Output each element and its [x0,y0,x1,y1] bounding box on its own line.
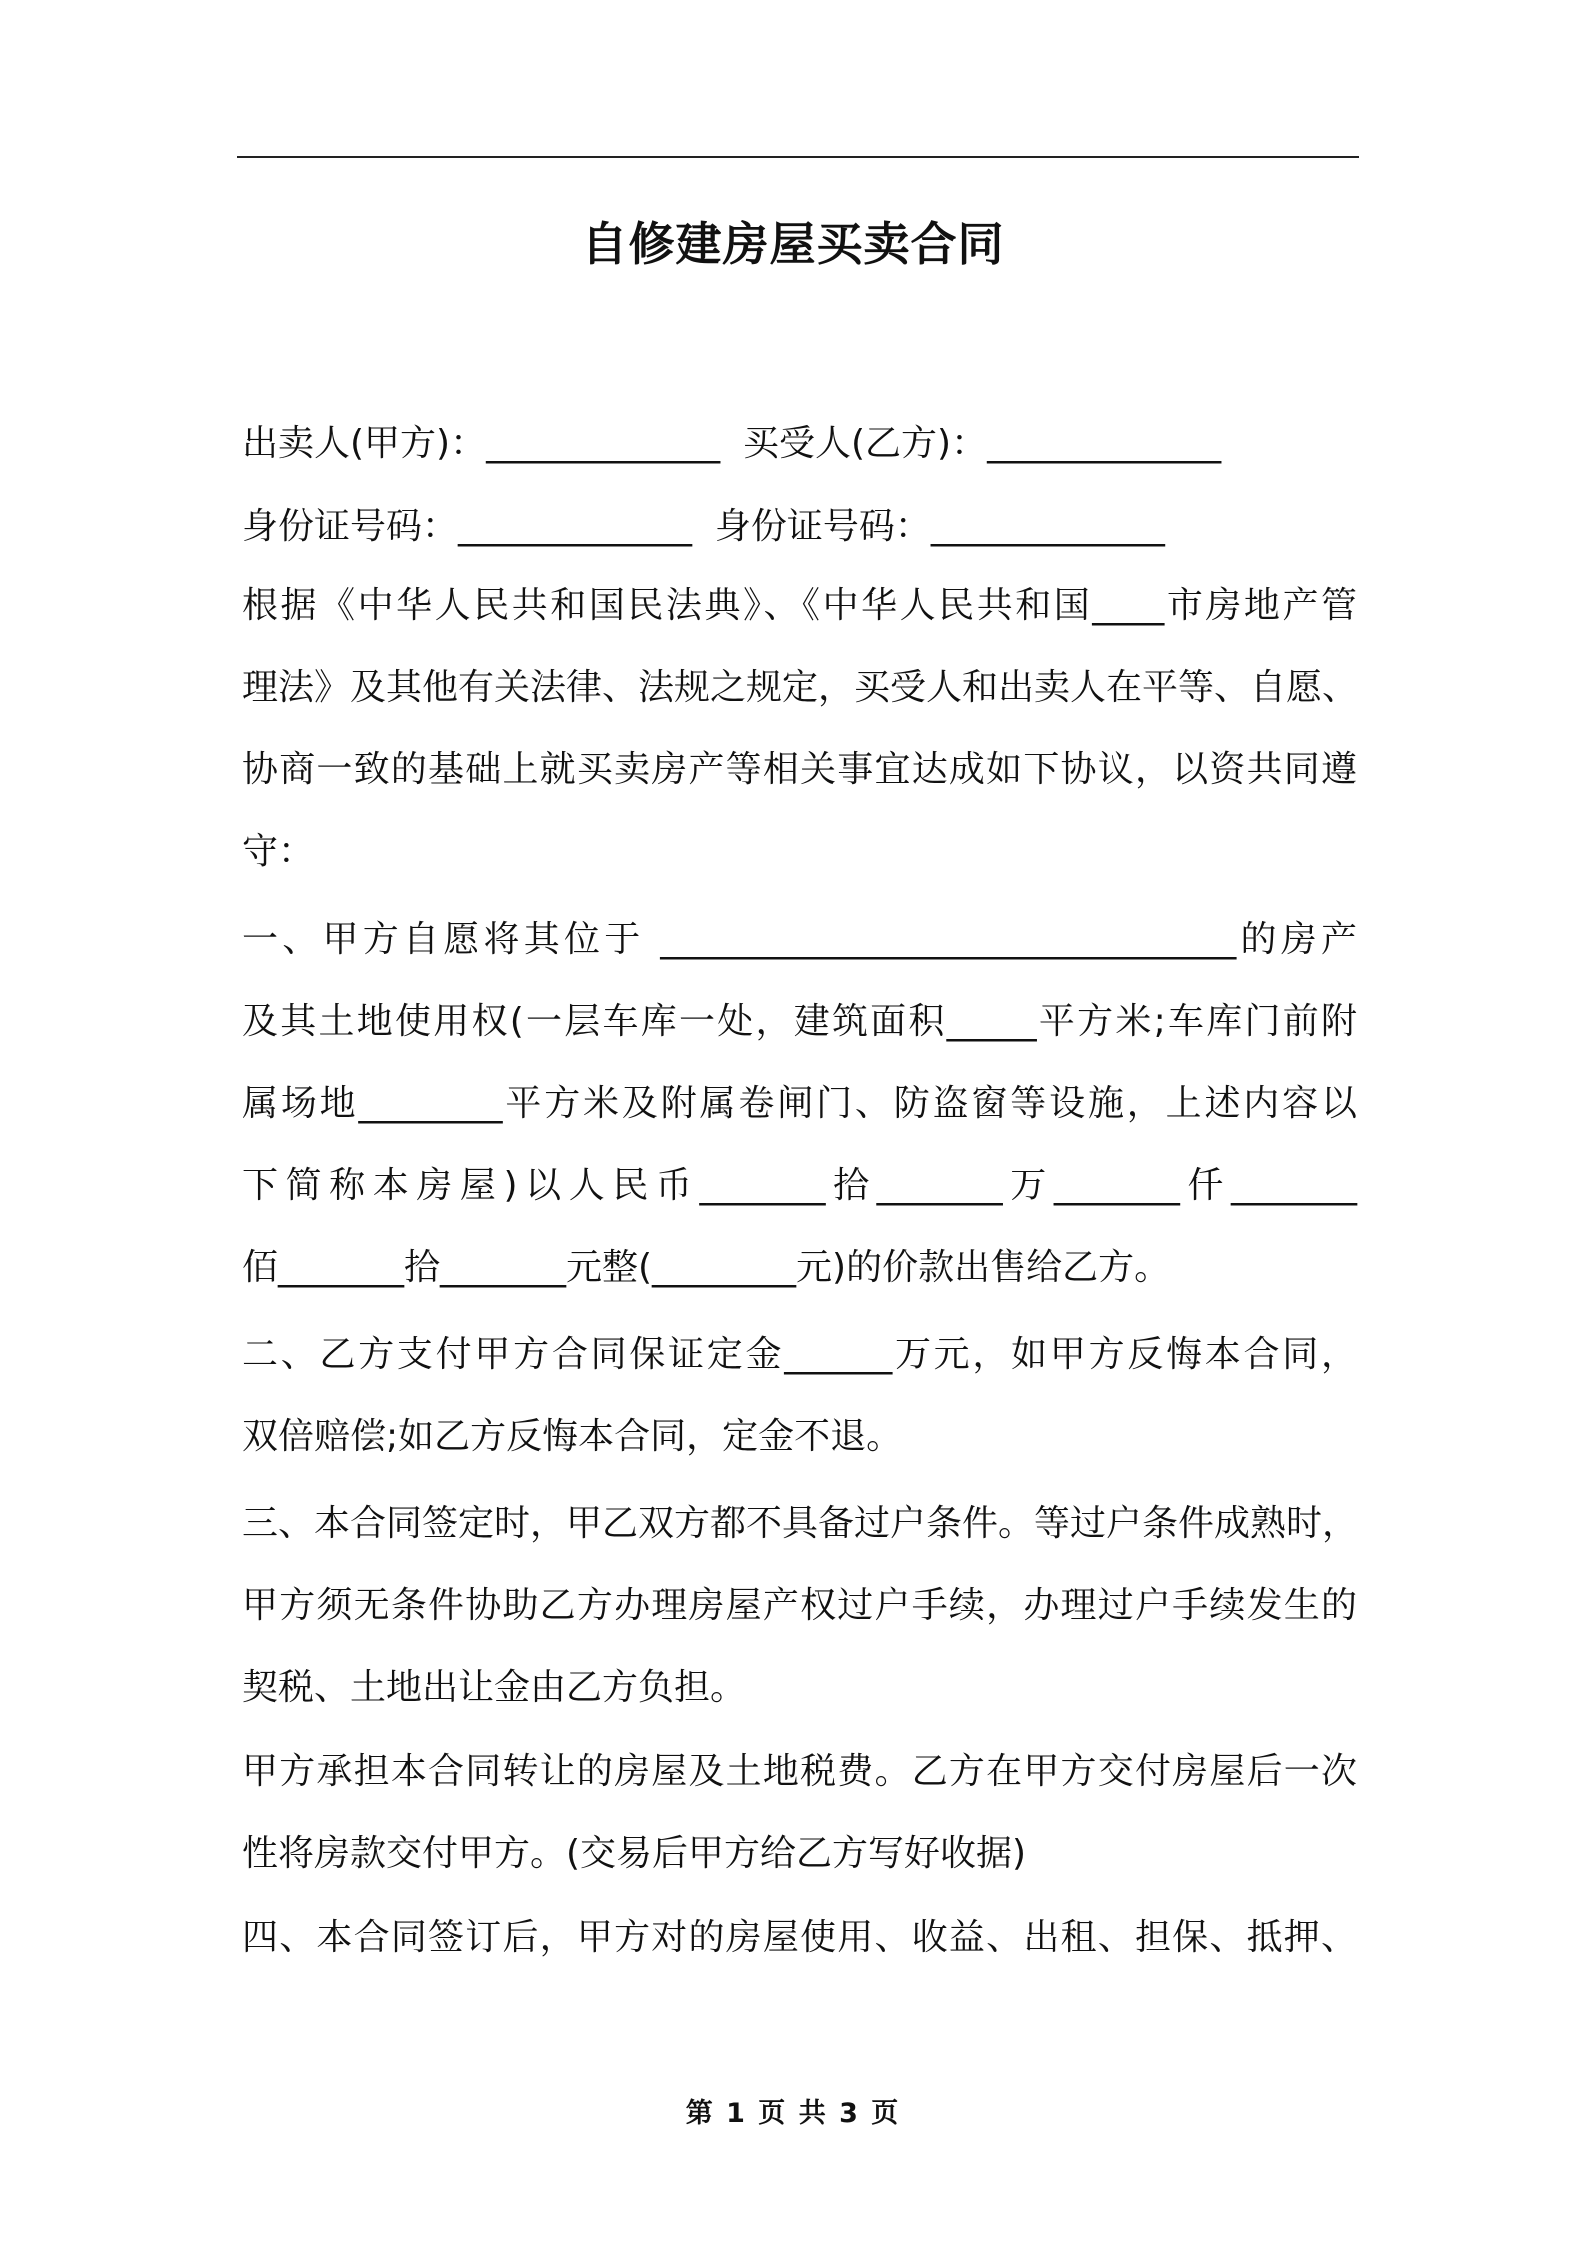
clause-1-line-2: 及其土地使用权(一层车库一处，建筑面积_____平方米;车库门前附 [242,1001,1357,1042]
clause-1-line-5: 佰_______拾_______元整(________元)的价款出售给乙方。 [242,1247,1171,1288]
clause-1-line-4: 下简称本房屋)以人民币_______拾_______万_______仟_______ [242,1165,1357,1206]
seller-buyer-line: 出卖人(甲方)：_____________ 买受人(乙方)：_____________ [242,423,1222,464]
preamble-line-4: 守： [242,831,315,872]
id-number-line: 身份证号码：_____________ 身份证号码：_____________ [242,506,1165,547]
preamble-line-1: 根据《中华人民共和国民法典》、《中华人民共和国____市房地产管 [242,585,1357,626]
header-rule [237,156,1359,158]
clause-2-line-1: 二、乙方支付甲方合同保证定金______万元，如甲方反悔本合同， [242,1334,1357,1375]
clause-1-line-1: 一、甲方自愿将其位于 ________________________________的房产 [242,919,1357,960]
clause-3-line-2: 甲方须无条件协助乙方办理房屋产权过户手续，办理过户手续发生的 [242,1585,1357,1626]
preamble-line-2: 理法》及其他有关法律、法规之规定，买受人和出卖人在平等、自愿、 [242,667,1359,708]
clause-2-line-2: 双倍赔偿;如乙方反悔本合同，定金不退。 [242,1416,903,1457]
clause-1-line-3: 属场地________平方米及附属卷闸门、防盗窗等设施，上述内容以 [242,1083,1357,1124]
clause-4-line-1: 四、本合同签订后，甲方对的房屋使用、收益、出租、担保、抵押、 [242,1917,1357,1958]
clause-3-line-1: 三、本合同签定时，甲乙双方都不具备过户条件。等过户条件成熟时， [242,1503,1359,1544]
preamble-line-3: 协商一致的基础上就买卖房产等相关事宜达成如下协议，以资共同遵 [242,749,1357,790]
clause-3-line-3: 契税、土地出让金由乙方负担。 [242,1667,747,1708]
document-title: 自修建房屋买卖合同 [581,217,1005,271]
tax-paragraph-line-2: 性将房款交付甲方。(交易后甲方给乙方写好收据) [242,1833,1027,1874]
page-number-footer: 第 1 页 共 3 页 [685,2098,901,2129]
tax-paragraph-line-1: 甲方承担本合同转让的房屋及土地税费。乙方在甲方交付房屋后一次 [242,1751,1357,1792]
